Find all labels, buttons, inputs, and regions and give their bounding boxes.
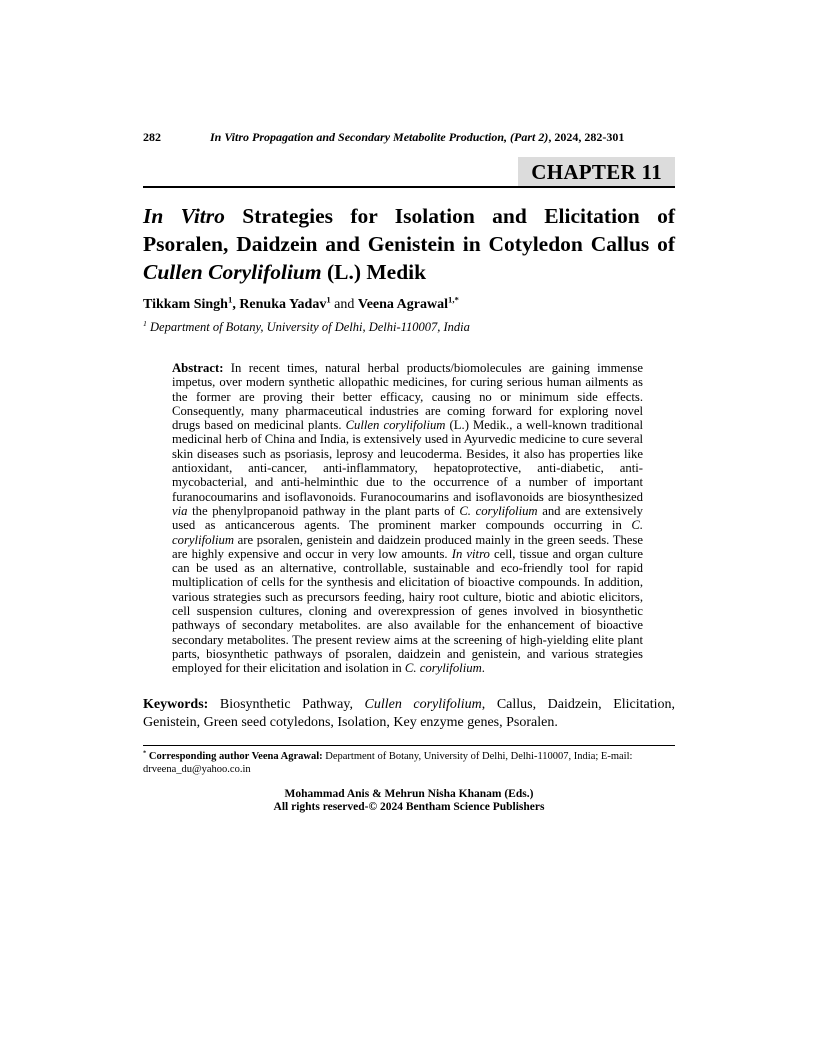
chapter-title: In Vitro Strategies for Isolation and Elicitation of Psoralen, Daidzein and Genistein in Cotyledon Callus of Cullen Corylifolium (L.) Medik <box>143 204 676 284</box>
editors-line: Mohammad Anis & Mehrun Nisha Khanam (Eds.) <box>284 787 534 800</box>
chapter-badge: CHAPTER 11 <box>518 157 675 186</box>
footnote-rule <box>143 745 675 746</box>
running-header <box>143 130 675 145</box>
chapter-rule <box>143 157 675 188</box>
copyright-line: All rights reserved-© 2024 Bentham Science Publishers <box>273 801 545 814</box>
abstract-paragraph: Abstract: In recent times, natural herbal products/biomolecules are gaining immense impetus, over modern synthetic allopathic medicines, for curing serious human ailments as the former are proving their better efficacy, causing no or minimum side effects. Consequently, many pharmaceutical industries are coming forward for exploring novel drugs based on medicinal plants. Cullen corylifolium (L.) Medik., a well-known traditional medicinal herb of China and India, is extensively used in Ayurvedic medicine to cure several skin diseases such as psoriasis, leprosy and leucoderma. Besides, it also has properties like antioxidant, anti-cancer, anti-inflammatory, hepatoprotective, anti-diabetic, anti-mycobacterial, and anti-helminthic due to the occurrence of a number of important furanocoumarins and isoflavonoids. Furanocoumarins and isoflavonoids are biosynthesized via the phenylpropanoid pathway in the plant parts of C. corylifolium and are extensively used as anticancerous agents. The prominent marker compounds occurring in C. corylifolium are psoralen, genistein and daidzein produced mainly in the green seeds. These are highly expensive and occur in very low amounts. In vitro cell, tissue and organ culture can be used as an alternative, controllable, sustainable and eco-friendly tool for rapid multiplication of cells for the synthesis and elicitation of bioactive compounds. In addition, various strategies such as precursors feeding, hairy root culture, biotic and abiotic elicitors, cell suspension cultures, cloning and overexpression of genes involved in biosynthetic pathways of secondary metabolites. are also available for the enhancement of bioactive secondary metabolites. The present review aims at the screening of high-yielding elite plant parts, biosynthetic pathways of psoralen, daidzein and genistein, and various strategies employed for their elicitation and isolation in C. corylifolium. <box>172 361 644 676</box>
keywords-paragraph: Keywords: Biosynthetic Pathway, Cullen corylifolium, Callus, Daidzein, Elicitation, Genistein, Green seed cotyledons, Isolation, Key enzyme genes, Psoralen. <box>143 696 676 731</box>
running-title: In Vitro Propagation and Secondary Metabolite Production, (Part 2), 2024, 282-301 <box>210 130 625 144</box>
corresponding-author-note: * Corresponding author Veena Agrawal: Department of Botany, University of Delhi, Delhi-110007, India; E-mail: drveena_du@yahoo.co.in <box>143 749 633 775</box>
publisher-footer <box>143 788 675 815</box>
page-number: 282 <box>143 130 161 144</box>
affiliation-line: $^1$ Department of Botany, University of Delhi, Delhi-110007, India <box>143 318 470 334</box>
authors-line: Tikkam Singh$^1$, Renuka Yadav$^1$ and Veena Agrawal$^{1,*}$ <box>143 294 459 312</box>
